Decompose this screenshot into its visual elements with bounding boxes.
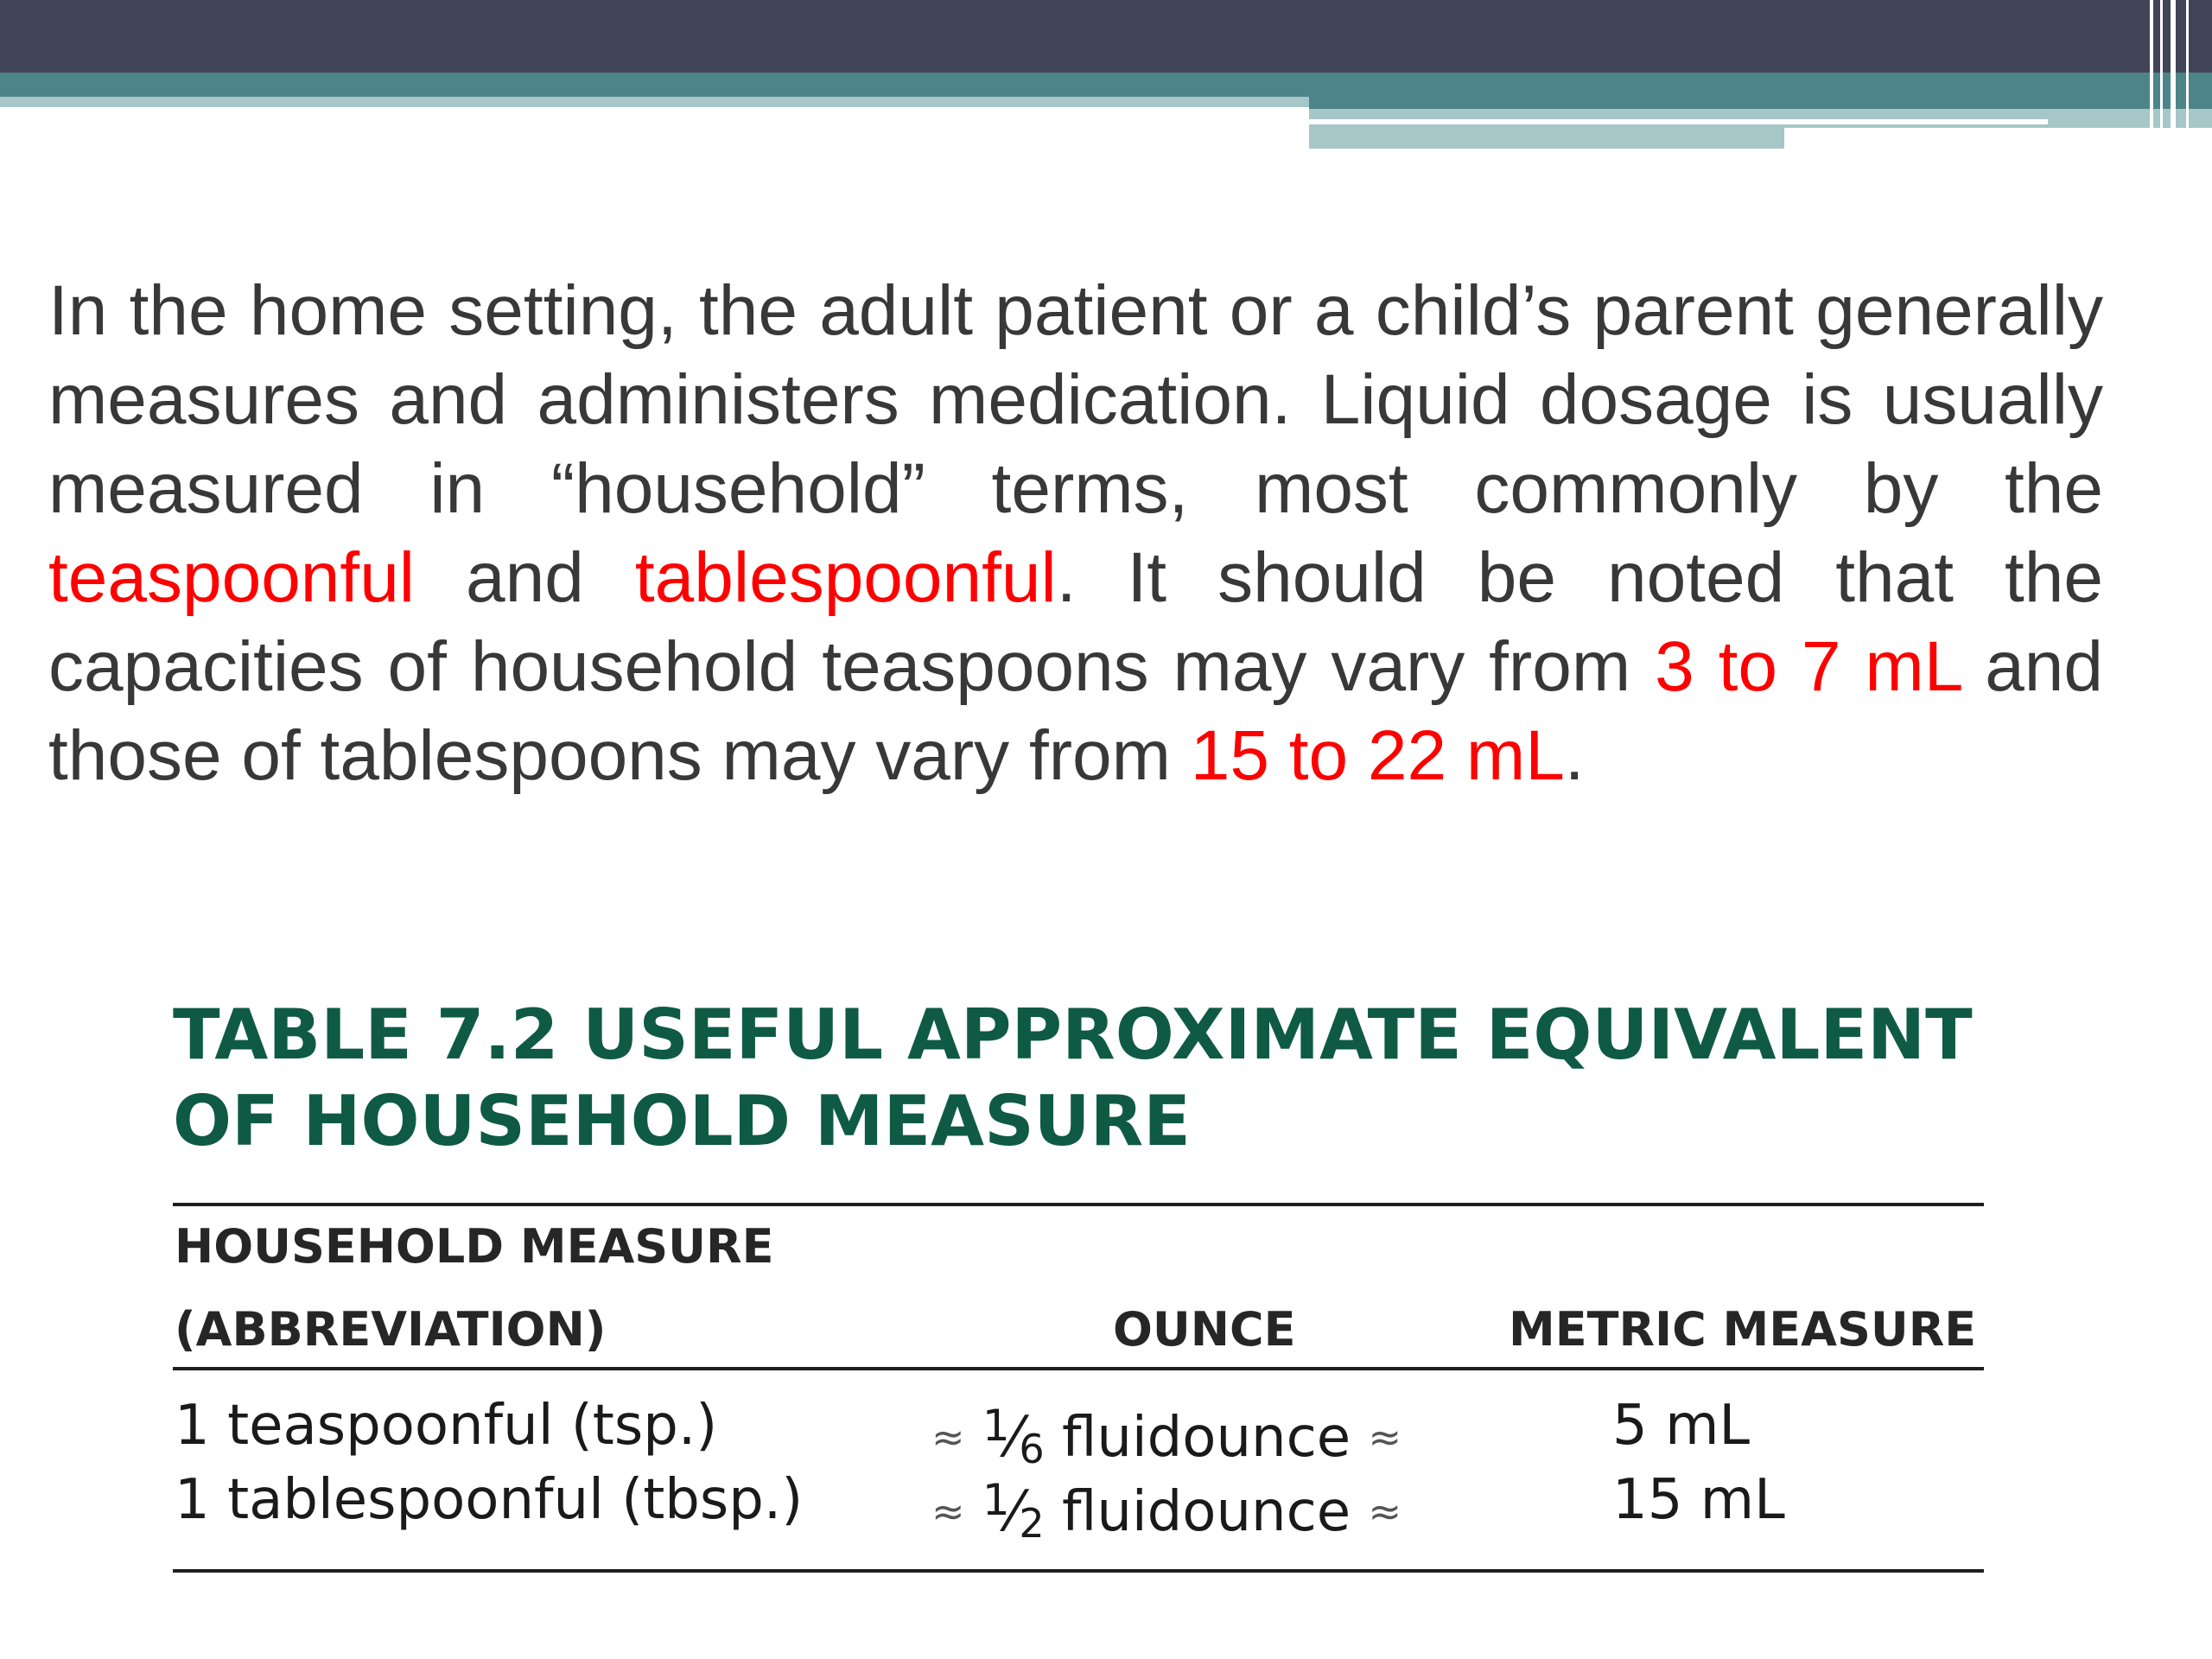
header-household-measure: HOUSEHOLD MEASURE	[175, 1219, 774, 1274]
highlight-tablespoonful: tablespoonful	[634, 538, 1057, 617]
fraction-numerator: 1	[982, 1475, 1010, 1525]
header-edge-line	[2171, 0, 2176, 149]
table-header-rule	[173, 1367, 1984, 1370]
paragraph-text: .	[1564, 716, 1585, 795]
paragraph-text: In the home setting, the adult patient or a child’s parent generally measures and administers medication. Liquid dosage is usually measured in “household” terms, most commonly by the	[48, 271, 2103, 528]
header-ounce: OUNCE	[1113, 1302, 1296, 1357]
fraction-denominator: 2	[1019, 1500, 1045, 1547]
header-abbreviation: (ABBREVIATION)	[175, 1302, 607, 1357]
cell-metric-measure: 15 mL	[1612, 1468, 1785, 1532]
table-title-line-2: OF HOUSEHOLD MEASURE	[173, 1081, 1191, 1161]
approx-symbol: ≈	[1368, 1488, 1402, 1535]
header-edge-line	[2186, 0, 2189, 149]
cell-metric-measure: 5 mL	[1612, 1394, 1751, 1458]
fraction-numerator: 1	[982, 1401, 1010, 1451]
cell-ounce: ≈ $^1$⁄2 fluidounce ≈	[931, 1475, 1402, 1547]
ounce-unit: fluidounce	[1044, 1406, 1351, 1470]
header-pale-bar-right	[1309, 109, 2212, 128]
fraction-denominator: 6	[1019, 1426, 1045, 1472]
header-dark-bar	[0, 0, 2212, 73]
table-title-line-1: TABLE 7.2 USEFUL APPROXIMATE EQUIVALENT	[173, 995, 1973, 1075]
header-edge-line	[2150, 0, 2153, 149]
highlight-tablespoon-range: 15 to 22 mL	[1190, 716, 1565, 795]
table-title	[173, 992, 2031, 1165]
header-metric-measure: METRIC MEASURE	[1509, 1302, 1977, 1357]
highlight-teaspoon-range: 3 to 7 mL	[1655, 627, 1961, 706]
cell-household-measure: 1 tablespoonful (tbsp.)	[175, 1468, 804, 1532]
approx-symbol: ≈	[1368, 1414, 1402, 1460]
header-pale-bar	[0, 97, 1309, 107]
approx-symbol: ≈	[931, 1488, 965, 1535]
table-top-rule	[173, 1203, 1984, 1206]
cell-ounce: ≈ $^1$⁄6 fluidounce ≈	[931, 1401, 1402, 1472]
approx-symbol: ≈	[931, 1414, 965, 1460]
body-paragraph	[48, 266, 2103, 800]
header-white-line	[1309, 119, 2048, 124]
header-pale-bar-low	[1309, 128, 1784, 149]
header-teal-bar	[0, 73, 1309, 97]
paragraph-text: and	[415, 538, 635, 617]
highlight-teaspoonful: teaspoonful	[48, 538, 416, 617]
paragraph-text: . It should be noted that the capacities of household teaspoons may vary from	[48, 538, 2103, 706]
header-teal-bar-right	[1309, 73, 2212, 109]
paragraph-text: and those of tablespoons may vary from	[48, 627, 2104, 795]
cell-household-measure: 1 teaspoonful (tsp.)	[175, 1394, 718, 1458]
header-edge-line	[2160, 0, 2163, 149]
ounce-unit: fluidounce	[1044, 1480, 1351, 1544]
table-bottom-rule	[173, 1569, 1984, 1573]
